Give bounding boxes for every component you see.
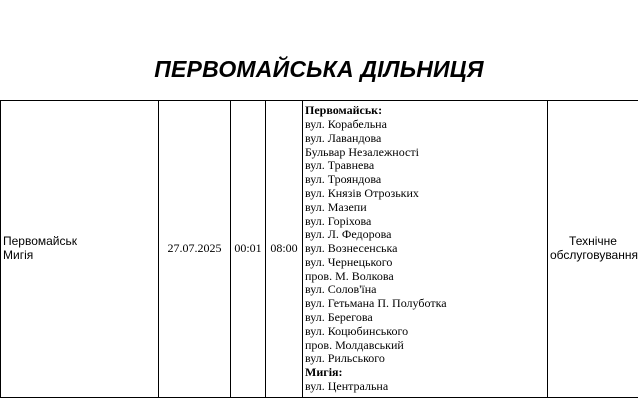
street-item: вул. Солов'їна [305,282,377,297]
street-item: пров. М. Волкова [305,268,394,283]
locality-line: Мигія [3,248,34,262]
street-item: вул. Лавандова [305,130,382,145]
street-item: Бульвар Незалежності [305,144,419,159]
start-time-cell: 00:01 [231,101,266,398]
street-group-heading: Мигія: [305,365,343,380]
street-item: вул. Центральна [305,379,389,394]
street-item: вул. Князів Отрозьких [305,185,419,200]
locality-line: Первомайськ [3,234,78,249]
reason-line: обслуговування [550,248,638,262]
street-item: вул. Коцюбинського [305,323,409,338]
street-item: вул. Корабельна [305,116,387,131]
streets-cell [303,101,548,398]
street-group-heading: Первомайськ: [305,103,383,118]
outage-schedule-table [0,100,638,398]
street-item: вул. Берегова [305,310,373,325]
street-item: вул. Мазепи [305,199,367,214]
reason-line: Технічне [569,234,617,249]
reason-cell [548,101,638,398]
street-item: вул. Вознесенська [305,241,398,256]
street-item: вул. Травнева [305,158,375,173]
street-item: вул. Горіхова [305,213,372,228]
page-title: ПЕРВОМАЙСЬКА ДІЛЬНИЦЯ [154,56,484,82]
street-item: пров. Молдавський [305,337,404,352]
street-item: вул. Гетьмана П. Полуботка [305,296,447,311]
end-time-cell: 08:00 [266,101,303,398]
date-cell: 27.07.2025 [159,101,231,398]
locality-cell [1,101,159,398]
street-item: вул. Чернецького [305,254,393,269]
street-item: вул. Л. Федорова [305,227,392,242]
street-item: вул. Трояндова [305,172,382,187]
table-row [1,101,638,398]
street-item: вул. Рильського [305,351,385,366]
